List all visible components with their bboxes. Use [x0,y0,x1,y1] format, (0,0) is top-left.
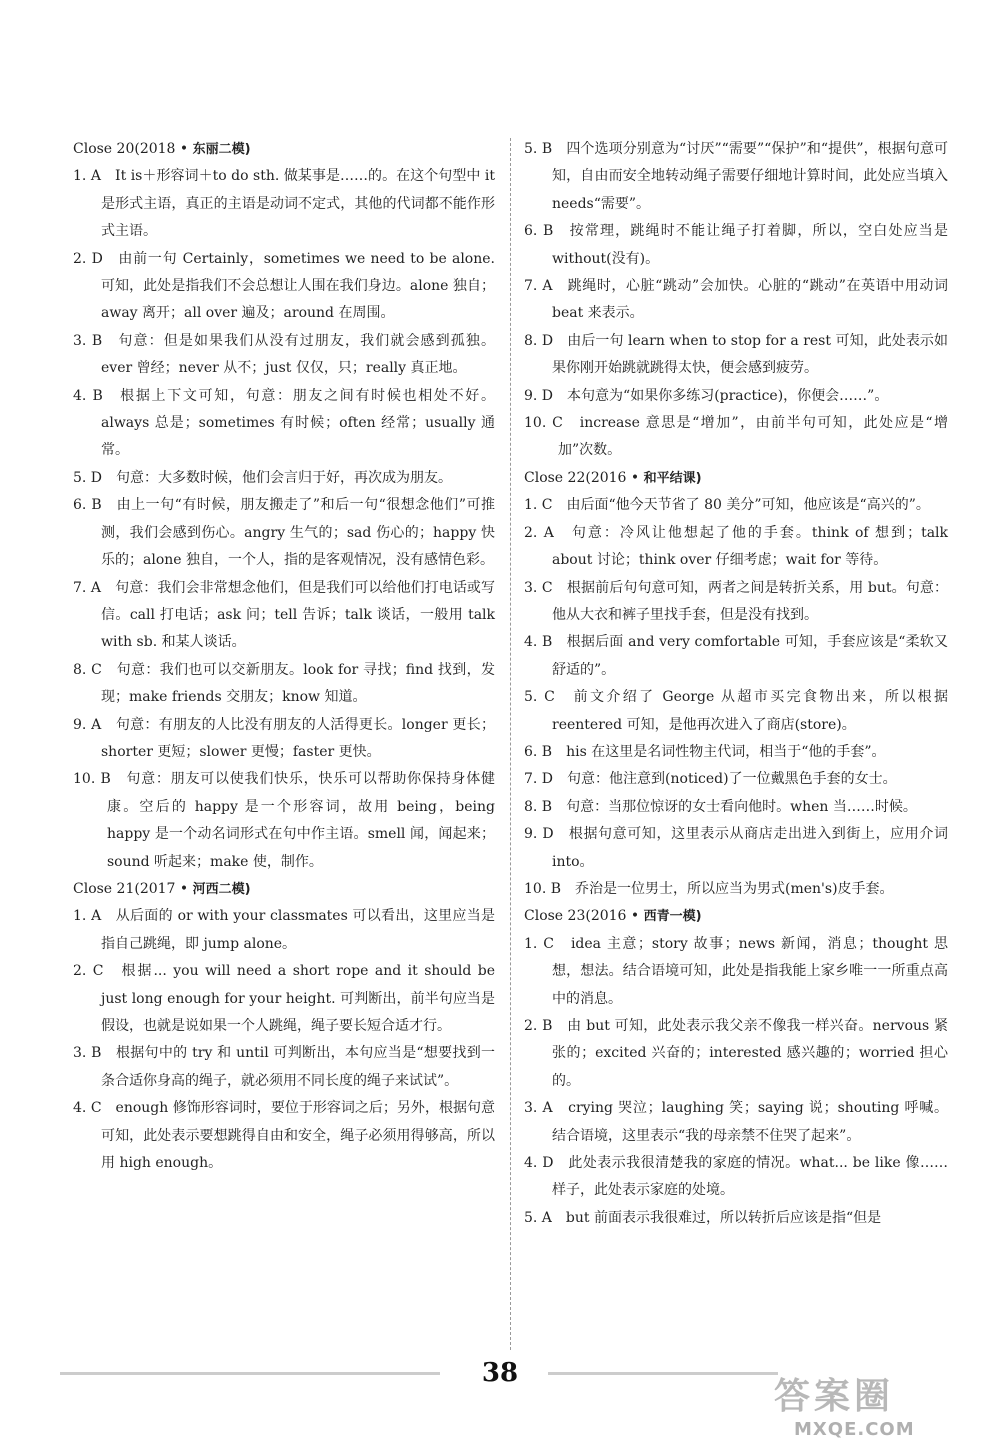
answer-item: 8. B 句意：当那位惊讶的女士看向他时。when 当……时候。 [524,798,917,815]
answer-item: 4. D 此处表示我很清楚我的家庭的情况。what... be like 像……样子，此处表示家庭的处境。 [524,1155,948,1199]
section-heading-close-21: Close 21(2017 • 河西二模) [73,880,251,897]
section-heading-close-22: Close 22(2016 • 和平结课) [524,469,702,486]
answer-item: 10. B 乔治是一位男士，所以应当为男式(men's)皮手套。 [524,880,894,897]
answer-item: 5. B 四个选项分别意为“讨厌”“需要”“保护”和“提供”，根据句意可知，自由而安全地转动绳子需要仔细地计算时间，此处应当填入 needs“需要”。 [524,141,948,212]
answer-item: 4. B 根据上下文可知，句意：朋友之间有时候也相处不好。always 总是；sometimes 有时候；often 经常；usually 通常。 [73,387,495,459]
watermark-logo-text: 答案圈 [774,1376,895,1417]
answer-item: 7. A 句意：我们会非常想念他们，但是我们可以给他们打电话或写信。call 打电话；ask 问；tell 告诉；talk 谈话，一般用 talk with sb. 和某人谈话。 [73,579,495,651]
answer-item: 2. C 根据... you will need a short rope and it should be just long enough for your height. 可判断出，前半句应当是假设，也就是说如果一个人跳绳，绳子要长短合适才行。 [73,963,495,1034]
answer-item: 5. A but 前面表示我很难过，所以转折后应该是指“但是 [524,1209,882,1226]
section-heading-close-23: Close 23(2016 • 西青一模) [524,908,702,925]
watermark [774,1368,984,1438]
left-column [73,136,495,1177]
right-column [524,136,948,1232]
answer-item: 5. C 前文介绍了 George 从超市买完食物出来，所以根据 reentered 可知，是他再次进入了商店(store)。 [524,689,948,733]
answer-item: 9. D 本句意为“如果你多练习(practice)，你便会……”。 [524,387,889,404]
answer-item: 8. D 由后一句 learn when to stop for a rest 可知，此处表示如果你刚开始跳就跳得太快，便会感到疲劳。 [524,332,948,377]
answer-item: 9. D 根据句意可知，这里表示从商店走出进入到街上，应用介词 into。 [524,826,948,870]
answer-item: 6. B 按常理，跳绳时不能让绳子打着脚，所以，空白处应当是 without(没有)。 [524,223,948,267]
answer-item: 1. A 从后面的 or with your classmates 可以看出，这里应当是指自己跳绳，即 jump alone。 [73,908,495,952]
answer-item: 8. C 句意：我们也可以交新朋友。look for 寻找；find 找到，发现；make friends 交朋友；know 知道。 [73,661,495,706]
answer-item: 5. D 句意：大多数时候，他们会言归于好，再次成为朋友。 [73,469,453,486]
answer-item: 1. C idea 主意；story 故事；news 新闻，消息；thought 思想，想法。结合语境可知，此处是指我能上家乡唯一一所重点高中的消息。 [524,935,948,1007]
answer-item: 9. A 句意：有朋友的人比没有朋友的人活得更长。longer 更长；shorter 更短；slower 更慢；faster 更快。 [73,716,495,760]
answer-item: 2. A 句意：冷风让他想起了他的手套。think of 想到；talk about 讨论；think over 仔细考虑；wait for 等待。 [524,524,948,569]
answer-item: 10. B 句意：朋友可以使我们快乐，快乐可以帮助你保持身体健康。空后的 happy 是一个形容词，故用 being，being happy 是一个动名词形式在句中作主语。smell 闻，闻起来；sound 听起来；make 使，制作。 [73,771,495,870]
answer-item: 1. A It is＋形容词＋to do sth. 做某事是……的。在这个句型中 it 是形式主语，真正的主语是动词不定式，其他的代词都不能作形式主语。 [73,168,495,240]
answer-item: 3. B 句意：但是如果我们从没有过朋友，我们就会感到孤独。ever 曾经；never 从不；just 仅仅，只；really 真正地。 [73,332,495,377]
page-number: 38 [481,1358,519,1388]
answer-item: 2. B 由 but 可知，此处表示我父亲不像我一样兴奋。nervous 紧张的；excited 兴奋的；interested 感兴趣的；worried 担心的。 [524,1018,948,1089]
watermark-url: MXQE.COM [794,1419,915,1440]
answer-item: 2. D 由前一句 Certainly，sometimes we need to be alone. 可知，此处是指我们不会总想让人围在我们身边。alone 独自；away 离开；all over 遍及；around 在周围。 [73,250,495,322]
answer-item: 7. A 跳绳时，心脏“跳动”会加快。心脏的“跳动”在英语中用动词 beat 来表示。 [524,278,948,322]
answer-item: 6. B 由上一句“有时候，朋友搬走了”和后一句“很想念他们”可推测，我们会感到伤心。angry 生气的；sad 伤心的；happy 快乐的；alone 独自，一个人，指的是客观情况，没有感情色彩。 [73,497,495,569]
answer-item: 3. A crying 哭泣；laughing 笑；saying 说；shouting 呼喊。结合语境，这里表示“我的母亲禁不住哭了起来”。 [524,1100,948,1144]
answer-item: 4. B 根据后面 and very comfortable 可知，手套应该是“柔软又舒适的”。 [524,634,948,678]
answer-item: 3. C 根据前后句句意可知，两者之间是转折关系，用 but。句意：他从大衣和裤子里找手套，但是没有找到。 [524,579,948,623]
answer-item: 6. B his 在这里是名词性物主代词，相当于“他的手套”。 [524,743,886,760]
section-heading-close-20: Close 20(2018 • 东丽二模) [73,141,251,157]
answer-item: 3. B 根据句中的 try 和 until 可判断出，本句应当是“想要找到一条合适你身高的绳子，就必须用不同长度的绳子来试试”。 [73,1045,495,1089]
answer-item: 10. C increase 意思是“增加”，由前半句可知，此处应是“增加”次数。 [524,415,948,459]
column-divider [510,138,511,1350]
answer-item: 4. C enough 修饰形容词时，要位于形容词之后；另外，根据句意可知，此处表示要想跳得自由和安全，绳子必须用得够高，所以用 high enough。 [73,1100,495,1172]
answer-item: 7. D 句意：他注意到(noticed)了一位戴黑色手套的女士。 [524,771,897,788]
answer-item: 1. C 由后面“他今天节省了 80 美分”可知，他应该是“高兴的”。 [524,497,930,514]
